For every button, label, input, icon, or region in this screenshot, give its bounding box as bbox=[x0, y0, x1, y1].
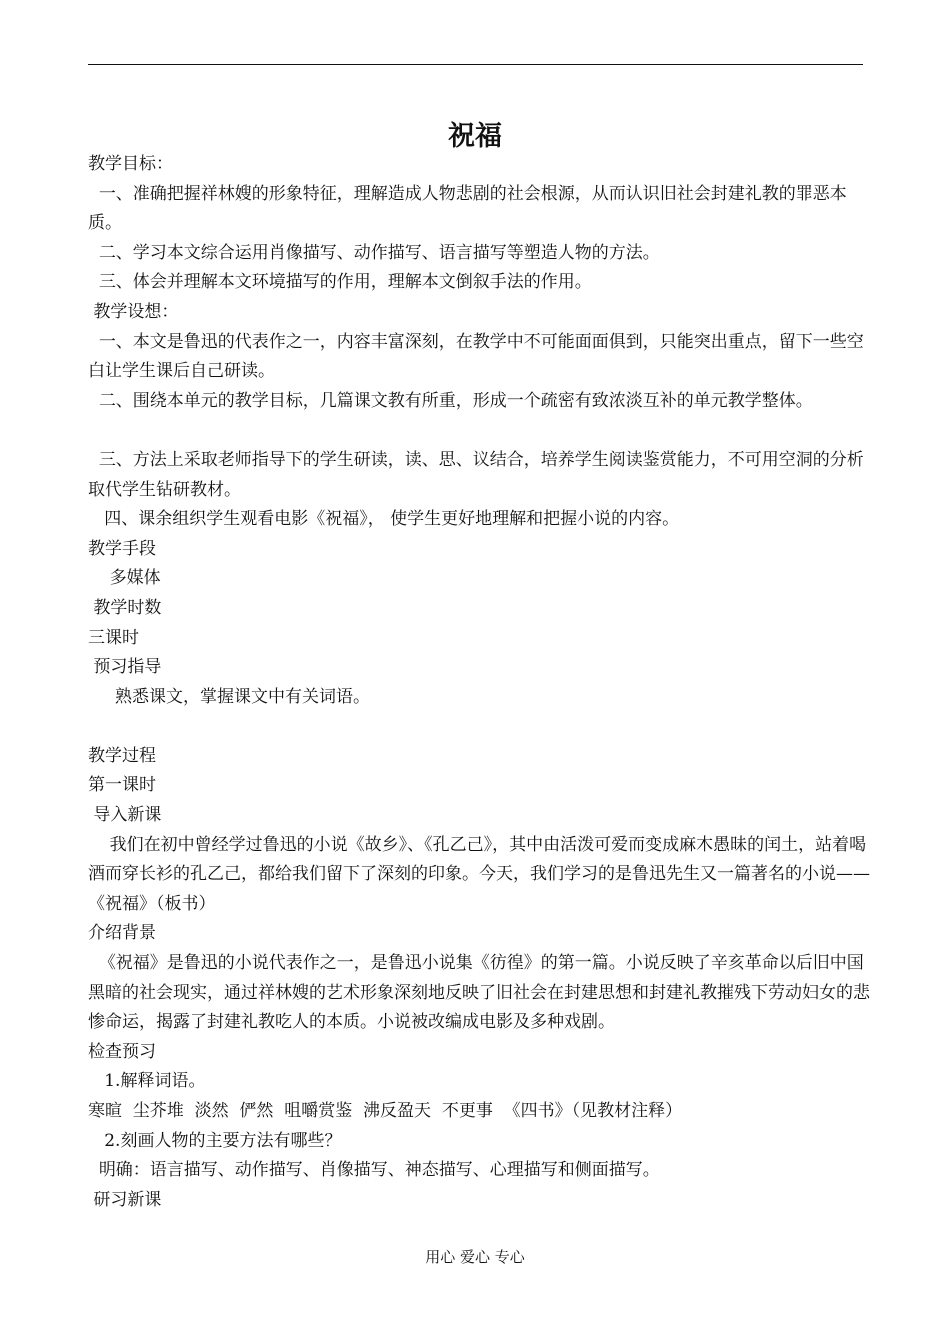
paragraph: 四、课余组织学生观看电影《祝福》， 使学生更好地理解和把握小说的内容。 bbox=[88, 509, 680, 530]
paragraph: 导入新课 bbox=[88, 805, 162, 826]
document-title: 祝福 bbox=[448, 121, 502, 152]
paragraph: 检查预习 bbox=[88, 1041, 156, 1062]
document-body bbox=[88, 150, 878, 1215]
paragraph: 教学过程 bbox=[88, 745, 156, 766]
paragraph: 《祝福》是鲁迅的小说代表作之一，是鲁迅小说集《彷徨》的第一篇。小说反映了辛亥革命以后旧中国黑暗的社会现实，通过祥林嫂的艺术形象深刻地反映了旧社会在封建思想和封建礼教摧残下劳动妇女的悲惨命运，揭露了封建礼教吃人的本质。小说被改编成电影及多种戏剧。 bbox=[88, 953, 870, 1033]
paragraph: 一、本文是鲁迅的代表作之一，内容丰富深刻，在教学中不可能面面俱到，只能突出重点，留下一些空白让学生课后自己研读。 bbox=[88, 331, 864, 382]
header-rule bbox=[88, 64, 863, 65]
paragraph: 我们在初中曾经学过鲁迅的小说《故乡》、《孔乙己》，其中由活泼可爱而变成麻木愚昧的闰土，站着喝酒而穿长衫的孔乙己，都给我们留下了深刻的印象。今天，我们学习的是鲁迅先生又一篇著名的小说——《祝福》（板书） bbox=[88, 834, 870, 914]
blank-line bbox=[88, 712, 878, 742]
paragraph: 三、体会并理解本文环境描写的作用，理解本文倒叙手法的作用。 bbox=[88, 272, 592, 293]
paragraph: 研习新课 bbox=[88, 1189, 162, 1210]
paragraph: 介绍背景 bbox=[88, 923, 156, 944]
paragraph: 第一课时 bbox=[88, 775, 156, 796]
page-footer: 用心 爱心 专心 bbox=[425, 1248, 525, 1266]
paragraph: 教学设想： bbox=[88, 301, 179, 322]
paragraph: 2.刻画人物的主要方法有哪些？ bbox=[88, 1130, 342, 1151]
paragraph: 三课时 bbox=[88, 627, 139, 648]
paragraph: 多媒体 bbox=[88, 568, 161, 589]
paragraph: 教学目标： bbox=[88, 154, 173, 174]
paragraph: 三、方法上采取老师指导下的学生研读，读、思、议结合，培养学生阅读鉴赏能力，不可用空洞的分析取代学生钻研教材。 bbox=[88, 449, 864, 500]
paragraph: 熟悉课文，掌握课文中有关词语。 bbox=[88, 686, 371, 707]
paragraph: 明确：语言描写、动作描写、肖像描写、神态描写、心理描写和侧面描写。 bbox=[88, 1160, 660, 1181]
paragraph: 教学时数 bbox=[88, 597, 162, 618]
paragraph: 预习指导 bbox=[88, 657, 162, 678]
paragraph: 二、学习本文综合运用肖像描写、动作描写、语言描写等塑造人物的方法。 bbox=[88, 242, 660, 263]
paragraph: 二、围绕本单元的教学目标，几篇课文教有所重，形成一个疏密有致浓淡互补的单元教学整体。 bbox=[88, 390, 813, 411]
paragraph: 1.解释词语。 bbox=[88, 1071, 206, 1092]
paragraph: 教学手段 bbox=[88, 538, 156, 559]
paragraph: 寒暄 尘芥堆 淡然 俨然 咀嚼赏鉴 沸反盈天 不更事 《四书》（见教材注释） bbox=[88, 1101, 683, 1121]
blank-line bbox=[88, 416, 878, 446]
paragraph: 一、准确把握祥林嫂的形象特征，理解造成人物悲剧的社会根源，从而认识旧社会封建礼教的罪恶本质。 bbox=[88, 183, 847, 234]
